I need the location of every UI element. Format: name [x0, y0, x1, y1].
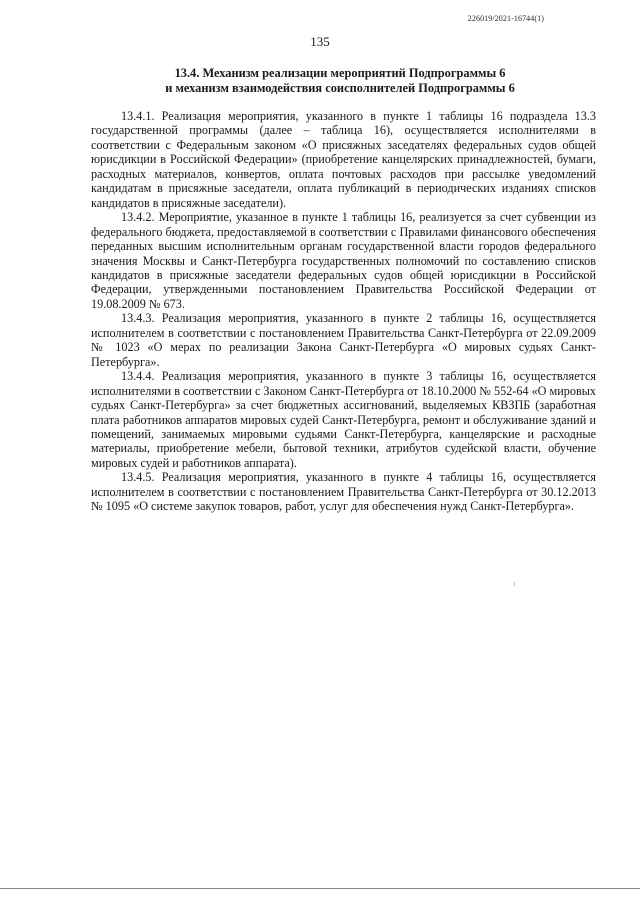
document-registration-number: 226019/2021-16744(1)	[467, 14, 544, 23]
section-heading-line-1: 13.4. Механизм реализации мероприятий Подпрограммы 6	[174, 66, 506, 80]
paragraph-13-4-3: 13.4.3. Реализация мероприятия, указанного в пункте 2 таблицы 16, осуществляется исполнителем в соответствии с постановлением Правительства Санкт-Петербурга от 22.09.2009 № 1023 «О мерах по реализации Закона Санкт-Петербурга «О мировых судьях Санкт-Петербурга».	[91, 311, 596, 369]
scan-edge-line	[0, 888, 640, 889]
page-number: 135	[310, 34, 330, 49]
paragraph-13-4-1: 13.4.1. Реализация мероприятия, указанного в пункте 1 таблицы 16 подраздела 13.3 государственной программы (далее – таблица 16), осуществляется исполнителями в соответствии с Федеральным законом «О присяжных заседателях федеральных судов общей юрисдикции в Российской Федерации» (приобретение канцелярских принадлежностей, бумаги, расходных материалов, конвертов, оплата почтовых расходов при рассылке уведомлений кандидатам в присяжные заседатели, оплата публикаций в периодических изданиях списков кандидатов в присяжные заседатели).	[91, 109, 596, 210]
section-heading	[90, 66, 590, 96]
paragraph-13-4-5: 13.4.5. Реализация мероприятия, указанного в пункте 4 таблицы 16, осуществляется исполнителем в соответствии с постановлением Правительства Санкт-Петербурга от 30.12.2013 № 1095 «О системе закупок товаров, работ, услуг для обеспечения нужд Санкт-Петербурга».	[91, 470, 596, 514]
document-body	[91, 109, 596, 514]
section-heading-line-2: и механизм взаимодействия соисполнителей Подпрограммы 6	[165, 81, 515, 95]
scan-artifact-mark	[514, 582, 515, 586]
paragraph-13-4-2: 13.4.2. Мероприятие, указанное в пункте 1 таблицы 16, реализуется за счет субвенции из федерального бюджета, предоставляемой в соответствии с Правилами финансового обеспечения переданных высшим исполнительным органам государственной власти городов федерального значения Москвы и Санкт-Петербурга государственных полномочий по составлению списков кандидатов в присяжные заседатели федеральных судов общей юрисдикции в Российской Федерации, утвержденными постановлением Правительства Российской Федерации от 19.08.2009 № 673.	[91, 210, 596, 311]
paragraph-13-4-4: 13.4.4. Реализация мероприятия, указанного в пункте 3 таблицы 16, осуществляется исполнителями в соответствии с Законом Санкт-Петербурга от 18.10.2000 № 552-64 «О мировых судьях Санкт-Петербурга» за счет бюджетных ассигнований, выделяемых КВЗПБ (заработная плата работников аппаратов мировых судей Санкт-Петербурга, ремонт и обслуживание зданий и помещений, занимаемых мировыми судьями Санкт-Петербурга, канцелярские и расходные материалы, приобретение мебели, бытовой техники, атрибутов судейской власти, обучение мировых судей и работников аппарата).	[91, 369, 596, 470]
